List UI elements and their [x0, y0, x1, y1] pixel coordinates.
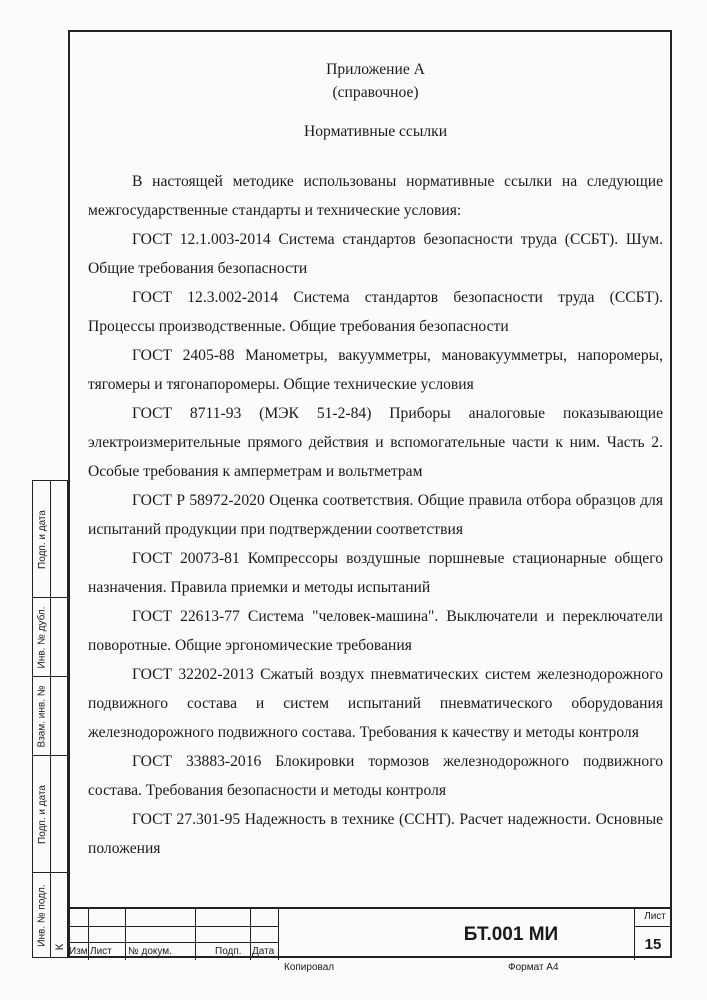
- doc-num-label: № докум.: [128, 946, 172, 957]
- section-title: Нормативные ссылки: [303, 123, 448, 140]
- sidebar-label: Инв. № подл.: [36, 883, 48, 947]
- sidebar-cell-vzam-inv: [32, 676, 68, 756]
- reference-item: ГОСТ 32202-2013 Сжатый воздух пневматических систем железнодорожного подвижного состава и систем испытаний пневматического оборудования железнодорожного подвижного состава. Требования к качеству и методы контроля: [88, 666, 663, 741]
- inv-podl-value: К: [54, 943, 66, 951]
- reference-item: ГОСТ 12.1.003-2014 Система стандартов безопасности труда (ССБТ). Шум. Общие требования безопасности: [88, 231, 663, 277]
- list-label: Лист: [90, 946, 112, 957]
- footer-copied: Копировал: [284, 962, 335, 973]
- data-label: Дата: [252, 946, 275, 957]
- reference-item: ГОСТ 20073-81 Компрессоры воздушные поршневые стационарные общего назначения. Правила приемки и методы испытаний: [88, 550, 663, 596]
- page-content: [88, 50, 663, 863]
- reference-item: ГОСТ 22613-77 Система "человек-машина". Выключатели и переключатели поворотные. Общие эргономические требования: [88, 608, 663, 654]
- appendix-title: Приложение А: [326, 61, 425, 78]
- title-block: [68, 907, 672, 960]
- sidebar-label: Подп. и дата: [36, 509, 48, 569]
- reference-item: ГОСТ 12.3.002-2014 Система стандартов безопасности труда (ССБТ). Процессы производственные. Общие требования безопасности: [88, 289, 663, 335]
- sidebar-cell-podp-data-1: [32, 480, 68, 598]
- sidebar-cell-inv-podl: [32, 872, 68, 958]
- reference-item: ГОСТ 33883-2016 Блокировки тормозов железнодорожного подвижного состава. Требования безопасности и методы контроля: [88, 753, 663, 799]
- sheet-number: 15: [644, 935, 662, 953]
- sheet-label: Лист: [644, 911, 666, 922]
- sidebar-cell-inv-dubl: [32, 597, 68, 677]
- appendix-subtitle: (справочное): [332, 84, 419, 101]
- sidebar-cell-podp-data-2: [32, 755, 68, 873]
- sidebar-label: Взам. инв. №: [36, 685, 48, 747]
- sidebar-label: Инв. № дубл.: [36, 606, 48, 668]
- intro-paragraph: В настоящей методике использованы нормативные ссылки на следующие межгосударственные стандарты и технические условия:: [88, 173, 663, 219]
- reference-item: ГОСТ Р 58972-2020 Оценка соответствия. Общие правила отбора образцов для испытаний продукции при подтверждении соответствия: [88, 492, 663, 538]
- podp-label: Подп.: [215, 946, 242, 957]
- footer-format: Формат А4: [508, 962, 559, 973]
- document-designation: БТ.001 МИ: [463, 923, 559, 945]
- reference-item: ГОСТ 2405-88 Манометры, вакуумметры, мановакуумметры, напоромеры, тягомеры и тягонапоромеры. Общие технические условия: [88, 347, 663, 393]
- left-stamp-strip: [32, 480, 68, 958]
- reference-item: ГОСТ 27.301-95 Надежность в технике (ССНТ). Расчет надежности. Основные положения: [88, 811, 663, 857]
- reference-item: ГОСТ 8711-93 (МЭК 51-2-84) Приборы аналоговые показывающие электроизмерительные прямого действия и вспомогательные части к ним. Часть 2. Особые требования к амперметрам и вольтметрам: [88, 405, 663, 480]
- sidebar-label: Подп. и дата: [36, 784, 48, 844]
- izm-label: Изм: [69, 946, 88, 957]
